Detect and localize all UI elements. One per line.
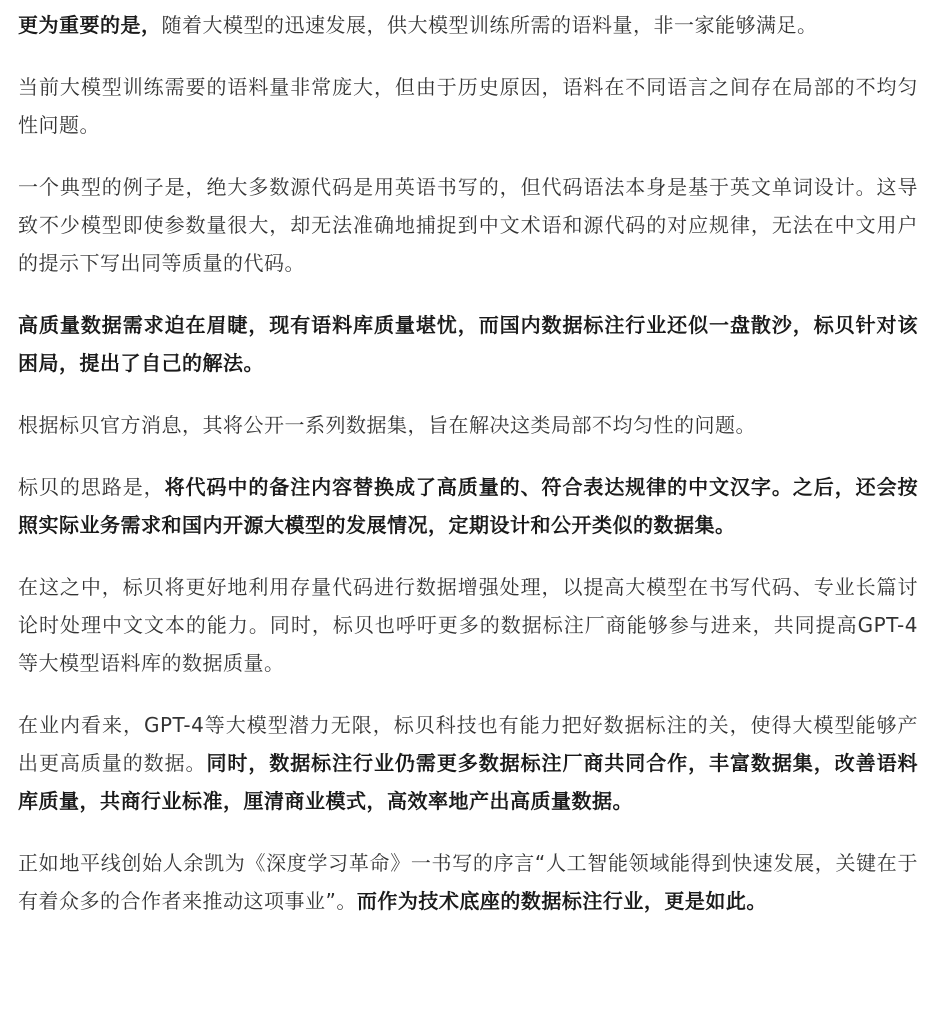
paragraph-5 — [18, 406, 918, 444]
paragraph-4 — [18, 306, 918, 382]
body-text: 随着大模型的迅速发展，供大模型训练所需的语料量，非一家能够满足。 — [161, 13, 818, 37]
paragraph-1 — [18, 6, 918, 44]
body-text: 标贝的思路是， — [18, 475, 165, 499]
body-text: 根据标贝官方消息，其将公开一系列数据集，旨在解决这类局部不均匀性的问题。 — [18, 413, 756, 437]
body-text: 在这之中，标贝将更好地利用存量代码进行数据增强处理，以提高大模型在书写代码、专业长篇讨论时处理中文文本的能力。同时，标贝也呼吁更多的数据标注厂商能够参与进来，共同提高GPT-4等大模型语料库的数据质量。 — [18, 575, 918, 675]
body-text: 在业内看来，GPT-4等大模型潜力无限，标贝科技也有能力把好数据标注的关，使得大模型能够产出更高质量的数据。 — [18, 713, 918, 775]
bold-text: 而作为技术底座的数据标注行业，更是如此。 — [356, 889, 767, 913]
paragraph-3 — [18, 168, 918, 282]
bold-lead-text: 更为重要的是， — [18, 13, 162, 37]
body-text: 正如地平线创始人余凯为《深度学习革命》一书写的序言“人工智能领域能得到快速发展，关键在于有着众多的合作者来推动这项事业”。 — [18, 851, 918, 913]
paragraph-2 — [18, 68, 918, 144]
bold-text: 高质量数据需求迫在眉睫，现有语料库质量堪忧，而国内数据标注行业还似一盘散沙，标贝针对该困局，提出了自己的解法。 — [18, 313, 918, 375]
body-text: 当前大模型训练需要的语料量非常庞大，但由于历史原因，语料在不同语言之间存在局部的不均匀性问题。 — [18, 75, 918, 137]
bold-text: 将代码中的备注内容替换成了高质量的、符合表达规律的中文汉字。之后，还会按照实际业务需求和国内开源大模型的发展情况，定期设计和公开类似的数据集。 — [18, 475, 919, 537]
bold-text: 同时，数据标注行业仍需更多数据标注厂商共同合作，丰富数据集，改善语料库质量，共商行业标准，厘清商业模式，高效率地产出高质量数据。 — [18, 751, 919, 813]
paragraph-8 — [18, 706, 918, 820]
body-text: 一个典型的例子是，绝大多数源代码是用英语书写的，但代码语法本身是基于英文单词设计。这导致不少模型即使参数量很大，却无法准确地捕捉到中文术语和源代码的对应规律，无法在中文用户的提示下写出同等质量的代码。 — [18, 175, 918, 275]
paragraph-7 — [18, 568, 918, 682]
paragraph-9 — [18, 844, 918, 920]
paragraph-6 — [18, 468, 918, 544]
